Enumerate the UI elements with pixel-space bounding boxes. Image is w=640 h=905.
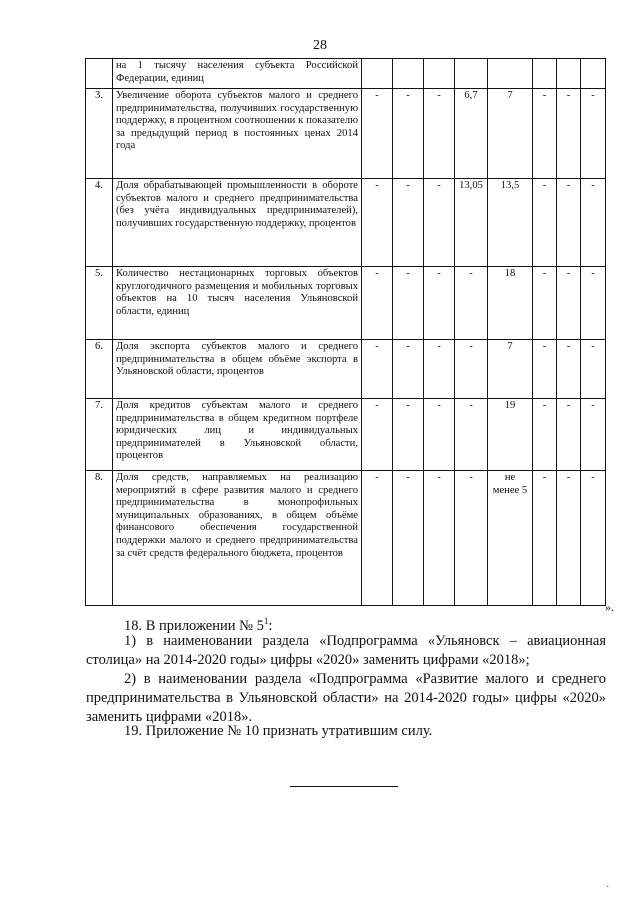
value-cell: - bbox=[581, 471, 606, 606]
indicator-name: на 1 тысячу населения субъекта Российской Федерации, единиц bbox=[113, 59, 362, 89]
indicators-table bbox=[85, 58, 606, 606]
row-number: 5. bbox=[86, 267, 113, 340]
row-number: 4. bbox=[86, 179, 113, 267]
value-cell: - bbox=[424, 471, 455, 606]
table-body bbox=[86, 59, 606, 606]
paragraph-item-1: 1) в наименовании раздела «Подпрограмма «Ульяновск – авиационная столица» на 2014-2020 годы» цифры «2020» заменить цифрами «2018»; bbox=[86, 633, 606, 668]
value-cell bbox=[581, 59, 606, 89]
value-cell: 13,5 bbox=[488, 179, 533, 267]
value-cell: - bbox=[455, 399, 488, 471]
separator-line bbox=[290, 786, 398, 787]
value-cell: - bbox=[581, 340, 606, 399]
paragraph-18-text: 18. В приложении № 5 bbox=[124, 617, 264, 634]
value-cell: - bbox=[533, 399, 557, 471]
value-cell: - bbox=[455, 340, 488, 399]
paragraph-19: 19. Приложение № 10 признать утратившим силу. bbox=[124, 723, 433, 739]
indicator-name: Увеличение оборота субъектов малого и среднего предпринимательства, получивших государственную поддержку, в процентном соотношении к показателю за предыдущий период в постоянных ценах 2014 года bbox=[113, 89, 362, 179]
indicator-name: Доля обрабатывающей промышленности в обороте субъектов малого и среднего предпринимательства (без учёта индивидуальных предпринимателей), получивших государственную поддержку, процентов bbox=[113, 179, 362, 267]
value-cell: - bbox=[362, 399, 393, 471]
table-row bbox=[86, 59, 606, 89]
value-cell: - bbox=[424, 89, 455, 179]
value-cell: - bbox=[533, 340, 557, 399]
value-cell: - bbox=[455, 267, 488, 340]
value-cell: 13,05 bbox=[455, 179, 488, 267]
value-cell: - bbox=[362, 471, 393, 606]
closing-quote: ». bbox=[605, 600, 614, 614]
table-row bbox=[86, 179, 606, 267]
paragraph-item-2: 2) в наименовании раздела «Подпрограмма «Развитие малого и среднего предпринимательства в Ульяновской области» на 2014-2020 годы» цифры «2020» заменить цифрами «2018». bbox=[86, 671, 606, 725]
value-cell: 18 bbox=[488, 267, 533, 340]
value-cell: - bbox=[424, 399, 455, 471]
value-cell: - bbox=[393, 471, 424, 606]
value-cell bbox=[557, 59, 581, 89]
value-cell: - bbox=[362, 267, 393, 340]
value-cell: - bbox=[393, 89, 424, 179]
value-cell: - bbox=[557, 471, 581, 606]
value-cell: - bbox=[557, 89, 581, 179]
indicator-name: Доля экспорта субъектов малого и среднего предпринимательства в общем объёме экспорта в Ульяновской области, процентов bbox=[113, 340, 362, 399]
value-cell: 6,7 bbox=[455, 89, 488, 179]
page-number: 28 bbox=[313, 38, 327, 53]
value-cell: 7 bbox=[488, 89, 533, 179]
value-cell: - bbox=[581, 89, 606, 179]
value-cell: - bbox=[533, 267, 557, 340]
value-cell: - bbox=[557, 399, 581, 471]
value-cell: - bbox=[455, 471, 488, 606]
value-cell bbox=[424, 59, 455, 89]
indicator-name: Доля кредитов субъектам малого и среднего предпринимательства в общем кредитном портфеле юридических лиц и индивидуальных предпринимателей в Ульяновской области, процентов bbox=[113, 399, 362, 471]
value-cell: - bbox=[393, 399, 424, 471]
value-cell: - bbox=[362, 89, 393, 179]
indicator-name: Доля средств, направляемых на реализацию мероприятий в сфере развития малого и среднего предпринимательства в монопрофильных муниципальных образованиях, в общем объёме финансового обеспечения государственной поддержки малого и среднего предпринимательства за счёт средств федерального бюджета, процентов bbox=[113, 471, 362, 606]
table-row bbox=[86, 340, 606, 399]
paragraph-18-superscript: 1 bbox=[263, 616, 269, 626]
row-number: 8. bbox=[86, 471, 113, 606]
value-cell: - bbox=[362, 179, 393, 267]
value-cell: - bbox=[533, 179, 557, 267]
value-cell: - bbox=[424, 267, 455, 340]
value-cell: - bbox=[533, 89, 557, 179]
value-cell: - bbox=[557, 179, 581, 267]
value-cell: - bbox=[424, 179, 455, 267]
row-number: 7. bbox=[86, 399, 113, 471]
table-row bbox=[86, 267, 606, 340]
row-number: 6. bbox=[86, 340, 113, 399]
value-cell: - bbox=[581, 179, 606, 267]
indicator-name: Количество нестационарных торговых объектов круглогодичного размещения и мобильных торговых объектов на 10 тысяч населения Ульяновской области, единиц bbox=[113, 267, 362, 340]
value-cell: - bbox=[581, 267, 606, 340]
row-number: 3. bbox=[86, 89, 113, 179]
value-cell bbox=[533, 59, 557, 89]
value-cell: - bbox=[557, 340, 581, 399]
value-cell: - bbox=[393, 340, 424, 399]
value-cell: 7 bbox=[488, 340, 533, 399]
value-cell: - bbox=[581, 399, 606, 471]
value-cell: - bbox=[424, 340, 455, 399]
value-cell bbox=[488, 59, 533, 89]
value-cell: - bbox=[393, 179, 424, 267]
row-number bbox=[86, 59, 113, 89]
value-cell: - bbox=[393, 267, 424, 340]
value-cell bbox=[362, 59, 393, 89]
value-cell bbox=[455, 59, 488, 89]
value-cell: - bbox=[362, 340, 393, 399]
table-row bbox=[86, 399, 606, 471]
value-cell: - bbox=[533, 471, 557, 606]
value-cell: не менее 5 bbox=[488, 471, 533, 606]
scan-dot: · bbox=[606, 882, 610, 893]
value-cell bbox=[393, 59, 424, 89]
value-cell: 19 bbox=[488, 399, 533, 471]
table-row bbox=[86, 89, 606, 179]
table-row bbox=[86, 471, 606, 606]
paragraph-18-colon: : bbox=[268, 617, 273, 634]
value-cell: - bbox=[557, 267, 581, 340]
